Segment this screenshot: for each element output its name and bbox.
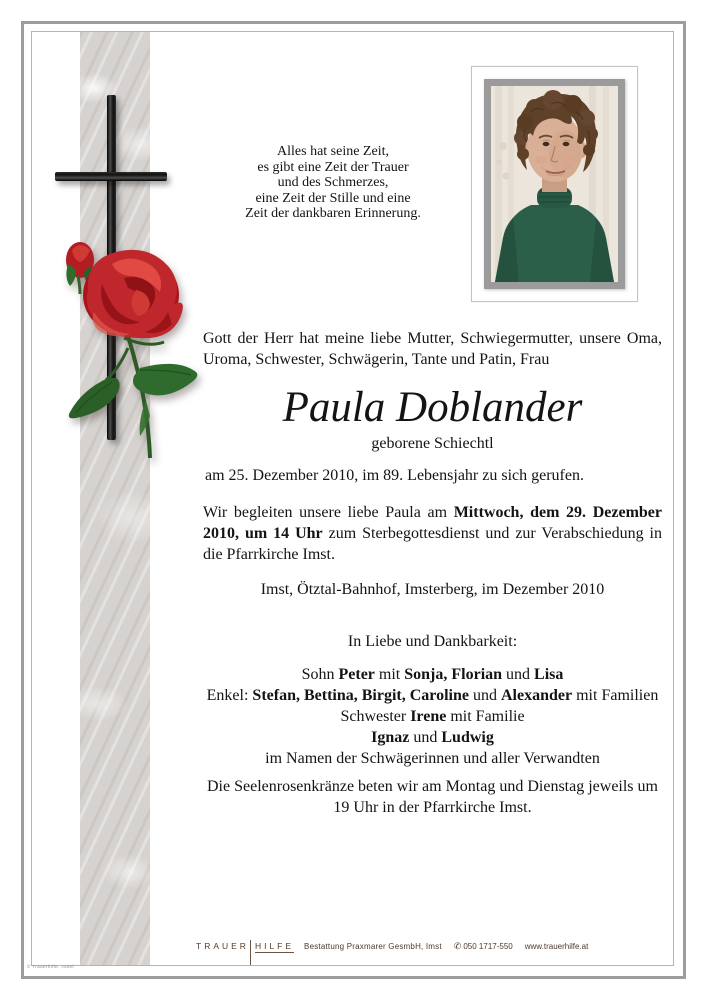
logo-trauer-text: TRAUER — [196, 941, 249, 951]
rose-bloom — [83, 250, 183, 338]
memorial-cross-icon — [55, 172, 167, 181]
rose-icon — [28, 220, 208, 465]
gratitude-line: In Liebe und Dankbarkeit: — [347, 633, 518, 650]
copyright-note: © Trauerhilfe, Josef — [27, 964, 75, 969]
phone-icon: ✆ — [453, 941, 462, 951]
place-date-line: Imst, Ötztal-Bahnhof, Imsterberg, im Dezember 2010 — [260, 581, 605, 598]
logo-hilfe-text: HILFE — [254, 941, 295, 951]
funeral-home-logo — [196, 941, 294, 951]
company-name: Bestattung Praxmarer GesmbH, Imst — [304, 942, 442, 951]
portrait-image — [491, 86, 618, 282]
portrait-photo — [471, 66, 638, 302]
website-text: www.trauerhilfe.at — [524, 942, 589, 951]
rosary-note: Die Seelenrosenkränze beten wir am Montag und Dienstag jeweils um 19 Uhr in der Pfarrkirche Imst. — [207, 778, 658, 816]
phone-number: 050 1717-550 — [463, 942, 513, 951]
announcement-intro: Gott der Herr hat meine liebe Mutter, Schwiegermutter, unsere Oma, Uroma, Schwester, Schwägerin, Tante und Patin, Frau — [203, 330, 662, 368]
death-date-line: am 25. Dezember 2010, im 89. Lebensjahr zu sich gerufen. — [205, 467, 584, 484]
phone-block — [454, 942, 513, 951]
family-list: Sohn Peter mit Sonja, Florian und Lisa Enkel: Stefan, Bettina, Birgit, Caroline und Alexander mit Familien Schwester Irene mit Familie Ignaz und Ludwig im Namen der Schwägerinnen und aller Verwandten — [206, 666, 659, 767]
funeral-home-footer — [196, 941, 588, 966]
maiden-name: geborene Schiechtl — [371, 435, 494, 452]
rose-leaves — [69, 364, 197, 436]
service-announcement: Wir begleiten unsere liebe Paula am Mittwoch, dem 29. Dezember 2010, um 14 Uhr zum Sterbegottesdienst und zur Verabschiedung in die Pfarrkirche Imst. — [203, 504, 662, 563]
memorial-poem: Alles hat seine Zeit, es gibt eine Zeit der Trauer und des Schmerzes, eine Zeit der Stille und eine Zeit der dankbaren Erinnerung. — [245, 144, 421, 222]
logo-cross-divider — [250, 940, 251, 965]
photo-frame — [484, 79, 625, 289]
deceased-name: Paula Doblander — [282, 384, 583, 431]
